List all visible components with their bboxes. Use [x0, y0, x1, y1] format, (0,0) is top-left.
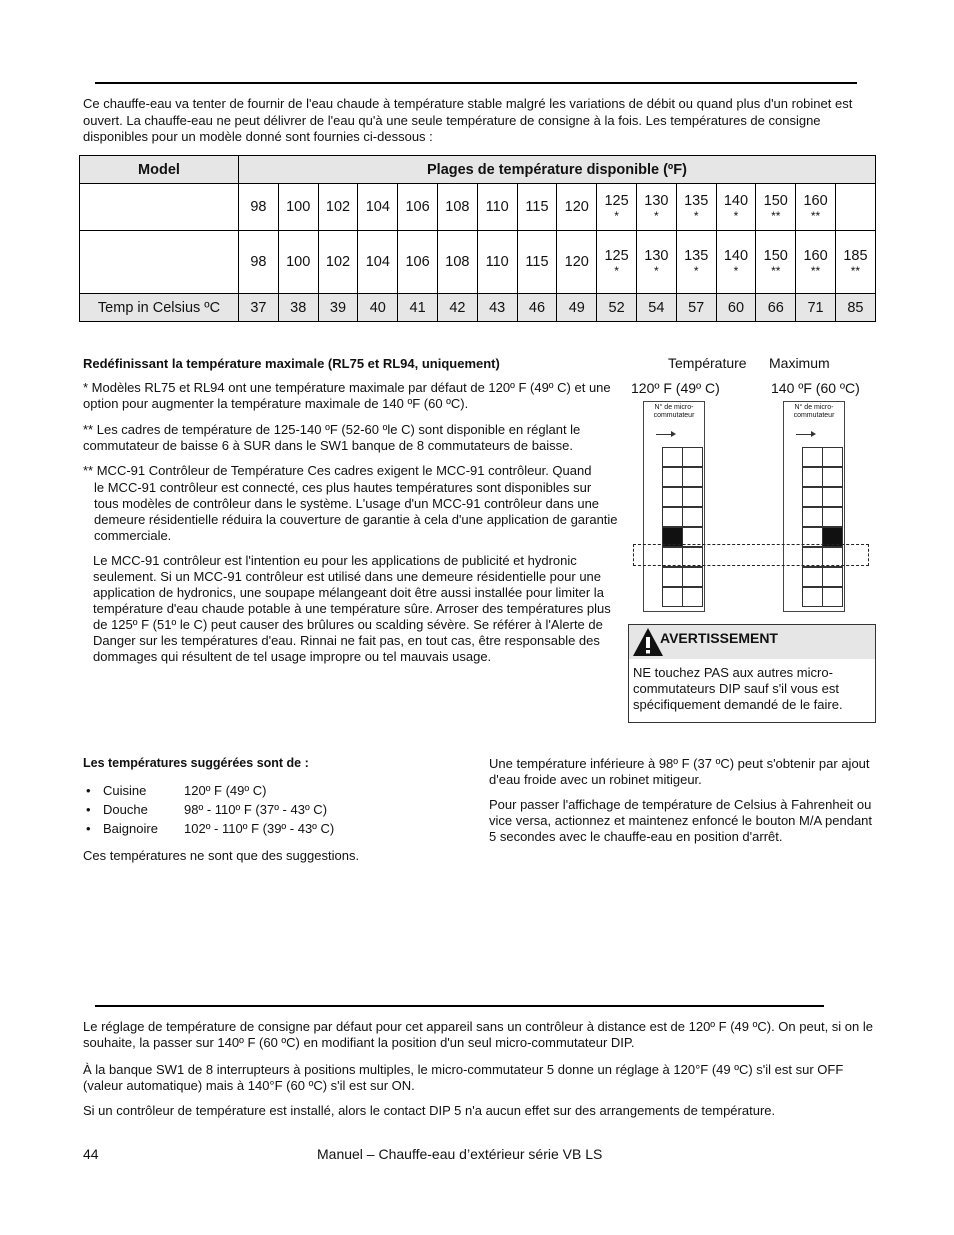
temp-value: 140	[723, 248, 749, 264]
footnote-mark: *	[733, 209, 739, 223]
table-row	[80, 294, 876, 322]
temp-value: 66	[767, 299, 784, 316]
temp-value: 100	[286, 199, 311, 215]
temp-cell	[716, 231, 756, 294]
arrow-icon	[656, 434, 674, 435]
dip-switch-cell	[802, 587, 823, 607]
temp-value: 160	[803, 248, 828, 264]
temp-value: 100	[286, 254, 311, 270]
dip-switch-cell	[822, 467, 843, 487]
header-range: Plages de température disponible (ºF)	[239, 156, 876, 184]
dip-switch-cell	[822, 447, 843, 467]
footnote-mark: *	[733, 264, 739, 278]
section-heading: Redéfinissant la température maximale (RL75 et RL94, uniquement)	[83, 356, 500, 371]
temp-value: 52	[608, 299, 625, 316]
temp-cell	[477, 294, 517, 322]
dip-left-value: 120º F (49º C)	[631, 380, 720, 396]
warning-body: NE touchez PAS aux autres micro-commutateurs DIP sauf s'il vous est spécifiquement demandé de le faire.	[633, 665, 843, 712]
temp-cell	[835, 231, 875, 294]
temp-cell	[239, 294, 279, 322]
temp-cell	[278, 231, 318, 294]
dip-switch-cell	[822, 507, 843, 527]
temp-value: 130	[644, 248, 669, 264]
temp-cell	[398, 231, 438, 294]
temp-cell	[597, 294, 637, 322]
temp-cell	[278, 294, 318, 322]
temp-cell	[557, 294, 597, 322]
dip-switch-cell	[662, 567, 683, 587]
temp-cell	[437, 184, 477, 231]
temp-value: 110	[485, 254, 509, 270]
temp-cell	[517, 231, 557, 294]
note-mcc91-lead: ** MCC-91 Contrôleur de Température Ces cadres exigent le MCC-91 contrôleur. Quand	[83, 463, 592, 478]
dip-switch-cell	[822, 487, 843, 507]
temp-value: 150	[763, 248, 788, 264]
temp-cell	[756, 231, 796, 294]
temp-cell	[597, 184, 637, 231]
temp-cell	[756, 184, 796, 231]
temp-cell	[597, 231, 637, 294]
footnote-mark: **	[850, 264, 861, 278]
temp-cell	[517, 184, 557, 231]
temp-value: 125	[604, 193, 629, 209]
temp-value: 160	[803, 193, 828, 209]
page-number: 44	[83, 1146, 99, 1162]
dip-switch-cell	[662, 467, 683, 487]
temp-cell	[239, 231, 279, 294]
note-mcc91-rest: le MCC-91 contrôleur est connecté, ces plus hautes températures sont disponibles sur tous modèles de contrôleur dans le système. L'usage d'un MCC-91 contrôleur dans une demeure résidentielle réduira la couverture de garantie à cela d'une application de garantie commerciale.	[94, 480, 618, 543]
temp-value: 57	[688, 299, 705, 316]
note-double-star: ** Les cadres de température de 125-140 ºF (52-60 ºle C) sont disponible en réglant le commutateur de baisse 6 à SUR dans le SW1 banque de 8 commutateurs de baisse.	[83, 422, 581, 453]
temp-cell	[557, 231, 597, 294]
temp-cell	[676, 184, 716, 231]
dip-switch-cell	[802, 487, 823, 507]
suggested-label: Douche	[103, 802, 148, 817]
temp-cell	[477, 184, 517, 231]
temp-value: 110	[485, 199, 509, 215]
warning-box	[628, 624, 876, 723]
model-cell	[80, 231, 239, 294]
temp-value: 104	[365, 199, 390, 215]
temp-value: 108	[445, 254, 470, 270]
suggested-value: 98º - 110º F (37º - 43º C)	[184, 802, 328, 817]
switch-5-highlight	[633, 544, 869, 566]
temp-value: 135	[684, 248, 709, 264]
dip-switch-cell	[822, 567, 843, 587]
temp-value: 42	[449, 299, 466, 316]
temp-value: 71	[807, 299, 824, 316]
footnote-mark: *	[614, 209, 619, 223]
dip-switch-cell	[682, 487, 703, 507]
note-mcc91-usage: Le MCC-91 contrôleur est l'intention eu pour les applications de publicité et hydronic seulement. Si un MCC-91 contrôleur est utilisé dans une demeure résidentielle pour une application de hydronics, une soupape mélangeant doit être aussi installée pour limiter la température d'eau chaude potable à une température sûre. Arroser des températures plus de 125º F (51º le C) peut causer des brûlures ou scalding sévère. Se référer à l'Alerte de Danger sur les températures d'eau. Rinnai ne fait pas, en tout cas, être responsable des dommages qui résultent de tel usage impropre ou tel mauvais usage.	[93, 553, 611, 664]
dip-switch-cell	[662, 487, 683, 507]
dip-switch-cell	[802, 567, 823, 587]
temp-value: 43	[489, 299, 506, 316]
dip-right-value: 140 ºF (60 ºC)	[771, 380, 860, 396]
dip-switch-cell	[662, 587, 683, 607]
temp-value: 130	[644, 193, 669, 209]
temp-cell	[716, 184, 756, 231]
suggested-heading: Les températures suggérées sont de :	[83, 756, 309, 770]
temp-cell	[716, 294, 756, 322]
temp-value: 39	[329, 299, 347, 316]
temp-value: 102	[325, 199, 351, 215]
temp-cell	[398, 184, 438, 231]
footnote-mark: **	[771, 209, 781, 223]
temp-value: 98	[250, 254, 267, 270]
footnote-mark: *	[614, 264, 619, 278]
celsius-toggle-paragraph: Pour passer l'affichage de température de Celsius à Fahrenheit ou vice versa, actionnez et maintenez enfoncé le bouton M/A pendant 5 secondes avec le chauffe-eau en position d'arrêt.	[489, 797, 873, 844]
controller-paragraph: Si un contrôleur de température est installé, alors le contact DIP 5 n'a aucun effet sur des arrangements de température.	[83, 1103, 776, 1118]
suggested-label: Cuisine	[103, 783, 147, 798]
celsius-label: Temp in Celsius ºC	[80, 294, 239, 322]
temp-cell	[796, 184, 836, 231]
temp-cell	[318, 184, 358, 231]
temp-value: 60	[727, 299, 745, 316]
footnote-mark: *	[654, 209, 659, 223]
dip-title: N° de micro-commutateur	[653, 404, 695, 419]
temp-cell	[756, 294, 796, 322]
temp-value: 54	[648, 299, 665, 316]
label-maximum: Maximum	[769, 355, 830, 371]
temp-value: 37	[250, 299, 267, 316]
temp-value: 46	[528, 299, 546, 316]
temp-value: 140	[723, 193, 749, 209]
temp-cell	[636, 231, 676, 294]
temp-cell	[398, 294, 438, 322]
temp-cell	[437, 231, 477, 294]
temp-value: 98	[250, 199, 267, 215]
dip-switch-cell	[682, 447, 703, 467]
temp-cell	[477, 231, 517, 294]
warning-title: AVERTISSEMENT	[660, 630, 778, 646]
intro-paragraph: Ce chauffe-eau va tenter de fournir de l'eau chaude à température stable malgré les variations de débit ou quand plus d'un robinet est ouvert. La chauffe-eau ne peut délivrer de l'eau qu'à une seule température de consigne à la fois. Les températures de consigne disponibles pour un modèle donné sont fournies ci-dessous :	[83, 96, 853, 144]
temp-value: 41	[409, 299, 426, 316]
suggested-value: 102º - 110º F (39º - 43º C)	[184, 821, 335, 836]
temp-cell	[796, 231, 836, 294]
temp-value: 85	[847, 299, 864, 316]
temp-value: 185	[843, 248, 868, 264]
dip-switch-cell	[822, 587, 843, 607]
temp-value: 102	[325, 254, 351, 270]
dip-switch-cell	[802, 507, 823, 527]
temp-cell	[278, 184, 318, 231]
label-temperature: Température	[668, 355, 747, 371]
footnote-mark: **	[810, 264, 821, 278]
arrow-icon	[796, 434, 814, 435]
suggested-label: Baignoire	[103, 821, 158, 836]
dip-switch-cell	[662, 507, 683, 527]
dip-switch-cell	[682, 567, 703, 587]
temp-value: 49	[568, 299, 585, 316]
footer-title: Manuel – Chauffe-eau d’extérieur série VB LS	[317, 1146, 603, 1162]
bullet-icon: •	[86, 802, 91, 817]
temp-value: 135	[684, 193, 709, 209]
temp-cell	[517, 294, 557, 322]
temp-value: 115	[525, 199, 549, 215]
temp-value: 115	[525, 254, 549, 270]
temp-cell	[636, 184, 676, 231]
header-model: Model	[80, 156, 239, 184]
top-rule	[95, 82, 857, 84]
cold-water-paragraph: Une température inférieure à 98º F (37 ºC) peut s'obtenir par ajout d'eau froide avec un robinet mitigeur.	[489, 756, 870, 787]
temp-value: 106	[405, 254, 430, 270]
sw1-paragraph: À la banque SW1 de 8 interrupteurs à positions multiples, le micro-commutateur 5 donne un réglage à 120°F (49 ºC) s'il est sur OFF (valeur automatique) mais à 140°F (60 ºC) s'il est sur ON.	[83, 1062, 844, 1093]
dip-switch-cell	[682, 587, 703, 607]
temp-cell	[358, 294, 398, 322]
temp-cell	[557, 184, 597, 231]
suggested-note: Ces températures ne sont que des suggestions.	[83, 848, 360, 863]
dip-switch-cell	[682, 507, 703, 527]
footnote-mark: *	[693, 209, 699, 223]
temp-cell	[239, 184, 279, 231]
warning-header	[629, 625, 875, 659]
temp-value: 125	[604, 248, 629, 264]
temp-value: 120	[564, 199, 589, 215]
temperature-table	[79, 155, 876, 322]
temp-value: 38	[290, 299, 307, 316]
temp-value: 150	[763, 193, 788, 209]
bullet-icon: •	[86, 821, 91, 836]
temp-cell	[636, 294, 676, 322]
temp-cell	[318, 294, 358, 322]
note-star: * Modèles RL75 et RL94 ont une température maximale par défaut de 120º F (49º C) et une option pour augmenter la température maximale de 140 ºF (60 ºC).	[83, 380, 611, 411]
bullet-icon: •	[86, 783, 91, 798]
default-setting-paragraph: Le réglage de température de consigne par défaut pour cet appareil sans un contrôleur à distance est de 120º F (49 ºC). On peut, si on le souhaite, la passer sur 140º F (60 ºC) en modifiant la position d'un seul micro-commutateur DIP.	[83, 1019, 873, 1050]
footnote-mark: **	[771, 264, 781, 278]
temp-value: 120	[564, 254, 589, 270]
temp-cell	[676, 294, 716, 322]
temp-cell	[437, 294, 477, 322]
model-cell	[80, 184, 239, 231]
temp-cell	[358, 184, 398, 231]
temp-cell	[358, 231, 398, 294]
temp-value: 104	[365, 254, 390, 270]
temp-value: 40	[369, 299, 386, 316]
temp-value: 106	[405, 199, 430, 215]
temp-cell	[835, 184, 875, 231]
dip-switch-right	[783, 401, 845, 612]
temp-cell	[318, 231, 358, 294]
footnote-mark: *	[693, 264, 699, 278]
footnote-mark: *	[654, 264, 659, 278]
dip-switch-cell	[802, 467, 823, 487]
suggested-value: 120º F (49º C)	[184, 783, 267, 798]
dip-title: N° de micro-commutateur	[793, 404, 835, 419]
bottom-rule	[95, 1005, 824, 1007]
table-row	[80, 184, 876, 231]
table-header-row	[80, 156, 876, 184]
dip-switch-cell	[682, 467, 703, 487]
temp-cell	[676, 231, 716, 294]
temp-cell	[796, 294, 836, 322]
temp-value: 108	[445, 199, 470, 215]
dip-switch-cell	[802, 447, 823, 467]
table-row	[80, 231, 876, 294]
dip-switch-cell	[662, 447, 683, 467]
temp-cell	[835, 294, 875, 322]
dip-switch-left	[643, 401, 705, 612]
footnote-mark: **	[810, 209, 821, 223]
